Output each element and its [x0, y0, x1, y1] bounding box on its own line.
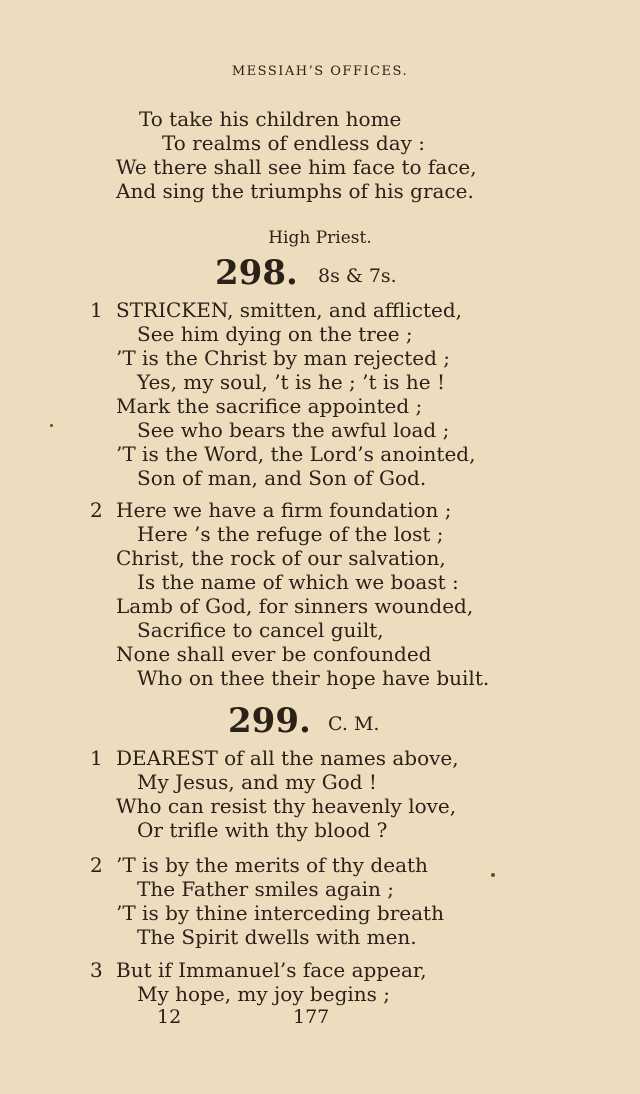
verse-line: DEAREST of all the names above,: [116, 746, 459, 770]
verse-line: To realms of endless day :: [162, 131, 426, 155]
verse-line: See him dying on the tree ;: [137, 322, 413, 346]
hymn-meter: 8s & 7s.: [318, 265, 397, 287]
stanza-number: 1: [90, 746, 103, 770]
verse-line: STRICKEN, smitten, and afflicted,: [116, 298, 463, 322]
verse-line: Sacrifice to cancel guilt,: [137, 618, 384, 642]
hymn-number: 299.: [228, 701, 311, 741]
verse-line: Lamb of God, for sinners wounded,: [116, 594, 474, 618]
hymn-number: 298.: [215, 253, 298, 293]
verse-line: None shall ever be confounded: [116, 642, 432, 666]
running-header: MESSIAH’S OFFICES.: [231, 64, 409, 79]
verse-line: But if Immanuel’s face appear,: [116, 958, 427, 982]
hymn-meter: C. M.: [328, 713, 380, 735]
verse-line: To take his children home: [139, 107, 402, 131]
paper-speck: [50, 424, 53, 427]
verse-line: We there shall see him face to face,: [116, 155, 477, 179]
stanza-number: 2: [90, 498, 103, 522]
verse-line: See who bears the awful load ;: [137, 418, 450, 442]
section-heading: High Priest.: [268, 228, 372, 248]
verse-line: Is the name of which we boast :: [137, 570, 459, 594]
verse-line: Yes, my soul, ’t is he ; ’t is he !: [137, 370, 446, 394]
signature-mark: 12: [157, 1006, 182, 1028]
paper-speck: [491, 873, 495, 877]
verse-line: My Jesus, and my God !: [137, 770, 377, 794]
verse-line: Who on thee their hope have built.: [137, 666, 490, 690]
verse-line: The Spirit dwells with men.: [137, 925, 417, 949]
stanza-number: 2: [90, 853, 103, 877]
verse-line: ’T is the Christ by man rejected ;: [116, 346, 450, 370]
verse-line: Mark the sacrifice appointed ;: [116, 394, 423, 418]
verse-line: ’T is by thine interceding breath: [116, 901, 444, 925]
verse-line: Who can resist thy heavenly love,: [116, 794, 457, 818]
verse-line: Christ, the rock of our salvation,: [116, 546, 446, 570]
verse-line: Or trifle with thy blood ?: [137, 818, 388, 842]
verse-line: And sing the triumphs of his grace.: [116, 179, 474, 203]
verse-line: Here ’s the refuge of the lost ;: [137, 522, 444, 546]
verse-line: The Father smiles again ;: [137, 877, 395, 901]
verse-line: My hope, my joy begins ;: [137, 982, 391, 1006]
stanza-number: 1: [90, 298, 103, 322]
stanza-number: 3: [90, 958, 103, 982]
page-number: 177: [293, 1006, 330, 1028]
verse-line: Son of man, and Son of God.: [137, 466, 427, 490]
verse-line: ’T is by the merits of thy death: [116, 853, 428, 877]
verse-line: Here we have a firm foundation ;: [116, 498, 452, 522]
verse-line: ’T is the Word, the Lord’s anointed,: [116, 442, 476, 466]
